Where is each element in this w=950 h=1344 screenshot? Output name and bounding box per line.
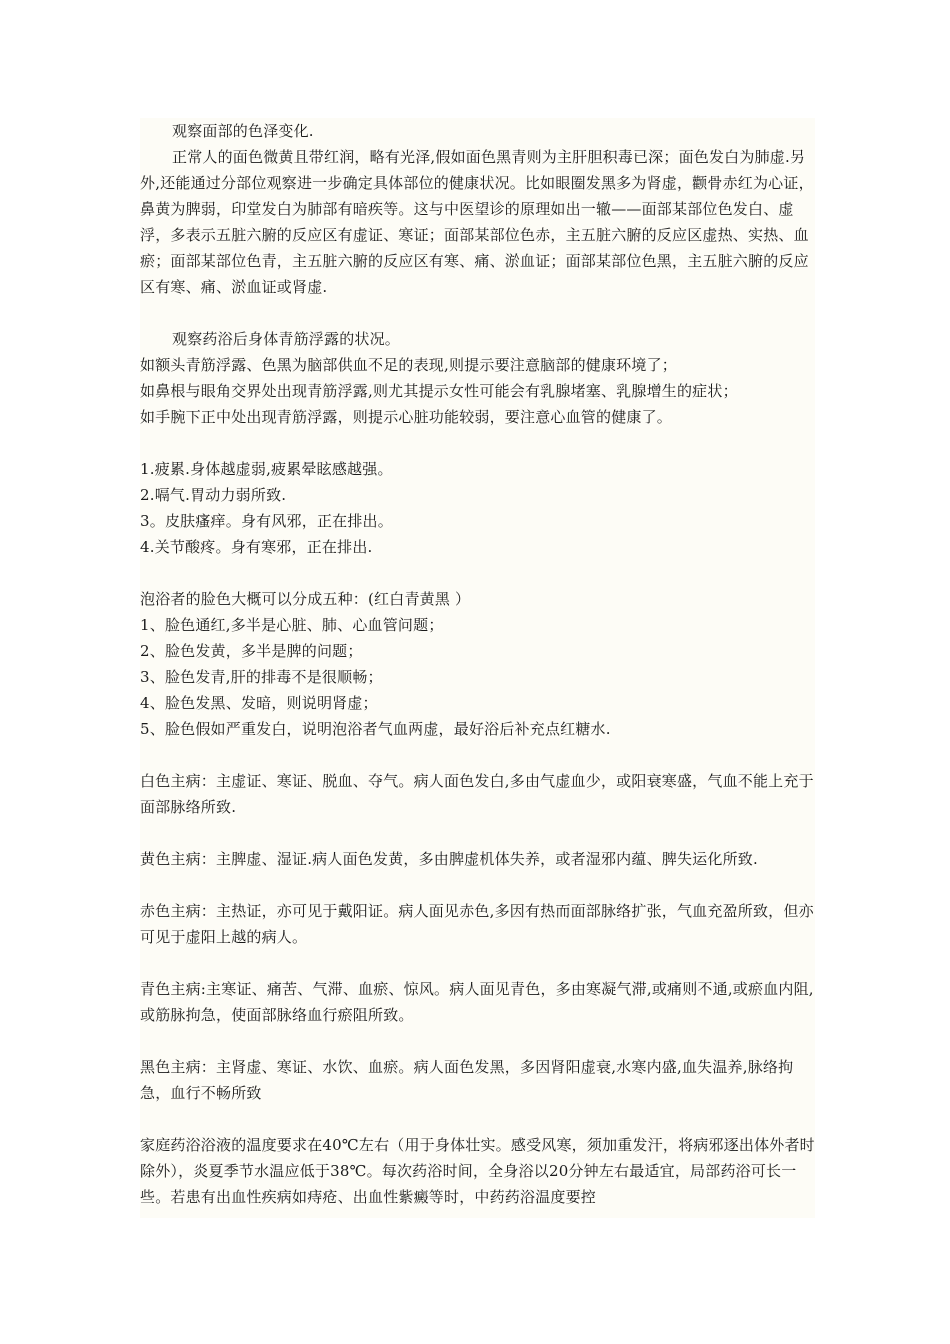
complexion-item: 2、脸色发黄，多半是脾的问题； (140, 642, 363, 660)
complexion-item: 3、脸色发青,肝的排毒不是很顺畅； (140, 668, 383, 686)
complexion-item: 4、脸色发黑、发暗，则说明肾虚； (140, 694, 378, 712)
veins-line: 如手腕下正中处出现青筋浮露，则提示心脏功能较弱，要注意心血管的健康了。 (140, 408, 673, 426)
heading-face-color: 观察面部的色泽变化. (172, 122, 314, 140)
symptom-item: 1.疲累.身体越虚弱,疲累晕眩感越强。 (140, 460, 393, 478)
spacer (140, 742, 815, 768)
symptom-item: 4.关节酸疼。身有寒邪，正在排出. (140, 538, 373, 556)
spacer (140, 300, 815, 326)
document-body (140, 118, 815, 1218)
symptom-item: 2.嗝气.胃动力弱所致. (140, 486, 287, 504)
paragraph-white-color: 白色主病：主虚证、寒证、脱血、夺气。病人面色发白,多由气虚血少，或阳衰寒盛，气血不能上充于面部脉络所致. (140, 772, 814, 816)
paragraph-temperature: 家庭药浴浴液的温度要求在40℃左右（用于身体壮实。感受风寒，须加重发汗，将病邪逐出体外者时除外），炎夏季节水温应低于38℃。每次药浴时间，全身浴以20分钟左右最适宜，局部药浴可长一些。若患有出血性疾病如痔疮、出血性紫癜等时，中药药浴温度要控 (140, 1136, 815, 1206)
spacer (140, 560, 815, 586)
paragraph-green-color: 青色主病:主寒证、痛苦、气滞、血瘀、惊风。病人面见青色，多由寒凝气滞,或痛则不通,或瘀血内阻,或筋脉拘急，使面部脉络血行瘀阻所致。 (140, 980, 814, 1024)
veins-line: 如鼻根与眼角交界处出现青筋浮露,则尤其提示女性可能会有乳腺堵塞、乳腺增生的症状； (140, 382, 738, 400)
spacer (140, 950, 815, 976)
complexion-item: 5、脸色假如严重发白，说明泡浴者气血两虚，最好浴后补充点红糖水. (140, 720, 611, 738)
paragraph-yellow-color: 黄色主病：主脾虚、湿证.病人面色发黄，多由脾虚机体失养，或者湿邪内蕴、脾失运化所致. (140, 850, 758, 868)
heading-veins: 观察药浴后身体青筋浮露的状况。 (172, 330, 401, 348)
paragraph-face-color: 正常人的面色微黄且带红润，略有光泽,假如面色黑青则为主肝胆积毒已深；面色发白为肺虚.另外,还能通过分部位观察进一步确定具体部位的健康状况。比如眼圈发黑多为肾虚，颧骨赤红为心证，鼻黄为脾弱，印堂发白为肺部有暗疾等。这与中医望诊的原理如出一辙——面部某部位色发白、虚浮，多表示五脏六腑的反应区有虚证、寒证；面部某部位色赤，主五脏六腑的反应区虚热、实热、血瘀；面部某部位色青，主五脏六腑的反应区有寒、痛、淤血证；面部某部位色黑，主五脏六腑的反应区有寒、痛、淤血证或肾虚. (140, 148, 814, 296)
complexion-intro: 泡浴者的脸色大概可以分成五种：(红白青黄黑 ） (140, 590, 471, 608)
veins-line: 如额头青筋浮露、色黑为脑部供血不足的表现,则提示要注意脑部的健康环境了； (140, 356, 677, 374)
spacer (140, 872, 815, 898)
complexion-item: 1、脸色通红,多半是心脏、肺、心血管问题； (140, 616, 444, 634)
spacer (140, 1106, 815, 1132)
symptom-item: 3。皮肤瘙痒。身有风邪，正在排出。 (140, 512, 393, 530)
paragraph-red-color: 赤色主病：主热证，亦可见于戴阳证。病人面见赤色,多因有热而面部脉络扩张，气血充盈所致，但亦可见于虚阳上越的病人。 (140, 902, 814, 946)
spacer (140, 1028, 815, 1054)
spacer (140, 820, 815, 846)
spacer (140, 430, 815, 456)
paragraph-black-color: 黑色主病：主肾虚、寒证、水饮、血瘀。病人面色发黑，多因肾阳虚衰,水寒内盛,血失温养,脉络拘急，血行不畅所致 (140, 1058, 794, 1102)
